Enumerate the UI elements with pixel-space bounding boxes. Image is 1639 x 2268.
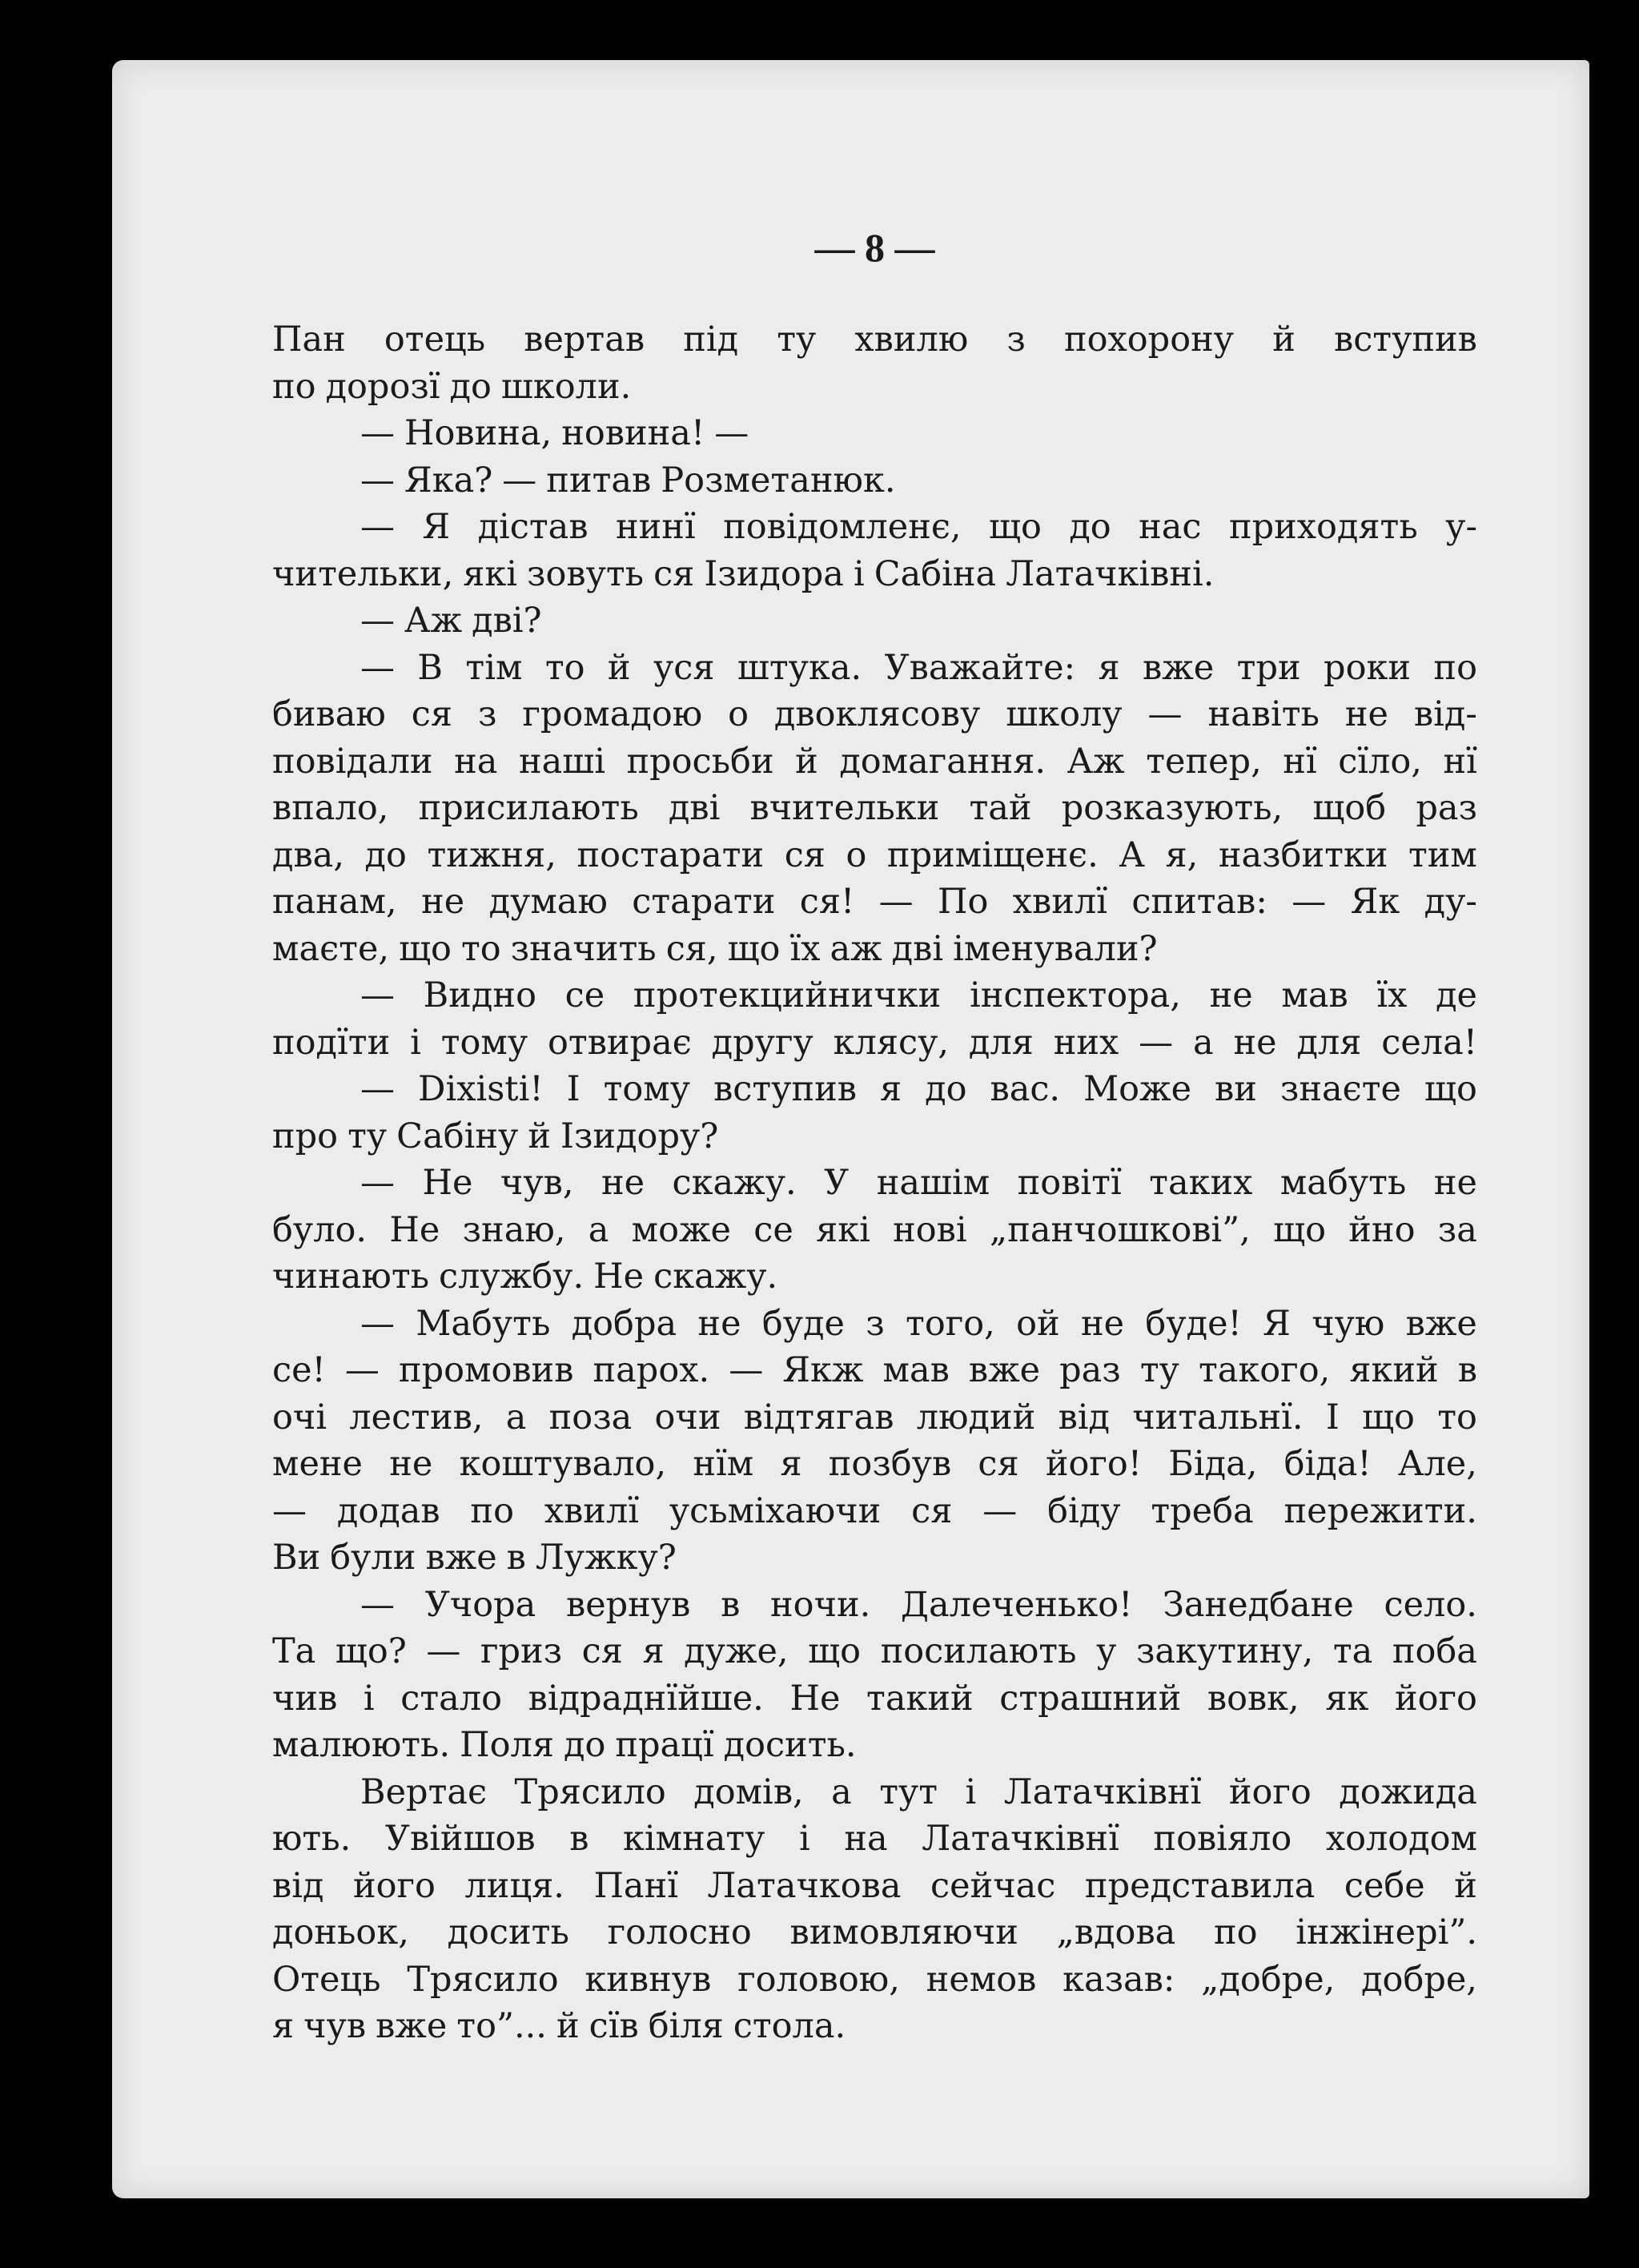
text-line: подїти і тому отвирає другу клясу, для них — а не для села! [272,1022,1477,1063]
text-line: Ви були вже в Лужку? [272,1538,677,1578]
text-line: два, до тижня, постарати ся о приміщенє. А я, назбитки тим [272,834,1477,875]
text-line: мене не коштувало, нїм я позбув ся його! Біда, біда! Але, [272,1444,1477,1484]
text-line: Вертає Трясило домів, а тут і Латачківнї його дожида [360,1771,1477,1812]
text-line: маєте, що то значить ся, що їх аж дві іменували? [272,928,1158,969]
text-line: — Dixisti! І тому вступив я до вас. Може ви знаєте що [360,1069,1477,1109]
text-line: Та що? — гриз ся я дуже, що посилають у закутину, та поба [272,1631,1477,1671]
text-line: очі лестив, а поза очи відтягав людий від читальнї. І що то [272,1397,1477,1438]
text-line: повідали на нашi просьби й домагання. Аж тепер, нї сїло, нї [272,741,1477,782]
text-line: доньок, досить голосно вимовляючи „вдова по інжінері”. [272,1912,1477,1952]
text-line: — Учора вернув в ночи. Далеченько! Занедбане село. [360,1584,1477,1625]
text-line: — Не чув, не скажу. У нашім повітї таких мабуть не [360,1163,1477,1203]
text-line: — Я дістав нинї повідомленє, що до нас приходять у- [360,507,1477,547]
text-line: — Яка? — питав Розметанюк. [360,460,896,501]
text-line: чительки, які зовуть ся Ізидора і Сабіна Латачківні. [272,553,1215,594]
text-line: — додав по хвилї усьміхаючи ся — біду треба пережити. [272,1490,1477,1531]
text-line: — Мабуть добра не буде з того, ой не буде! Я чую вже [360,1303,1477,1344]
text-line: чив і стало відраднїйше. Не такий страшний вовк, як його [272,1678,1477,1719]
body-text [272,316,1477,2050]
text-line: — Аж дві? [360,601,542,641]
text-line: ють. Увійшов в кімнату і на Латачківнї повіяло холодом [272,1819,1477,1859]
text-line: було. Не знаю, а може се які нові „панчошкові”, що йно за [272,1209,1477,1250]
text-line: чинають службу. Не скажу. [272,1257,778,1297]
text-line: від його лиця. Панї Латачкова сейчас представила себе й [272,1865,1477,1906]
text-line: се! — промовив парох. — Якж мав вже раз ту такого, який в [272,1350,1477,1390]
text-line: биваю ся з громадою о двоклясову школу — навіть не від- [272,694,1477,734]
text-line: Отець Трясило кивнув головою, немов казав: „добре, добре, [272,1959,1477,2000]
page-number: — 8 — [814,225,935,270]
text-line: про ту Сабіну й Ізидору? [272,1116,719,1156]
text-line: панам, не думаю старати ся! — По хвилї спитав: — Як ду- [272,882,1477,922]
text-line: малюють. Поля до працї досить. [272,1725,857,1765]
text-line: по дорозї до школи. [272,366,632,407]
text-line: — Видно се протекцийнички інспектора, не мав їх де [360,975,1477,1015]
text-line: впало, присилають дві вчительки тай розказують, щоб раз [272,788,1477,828]
text-line: я чув вже то”... й сїв біля стола. [272,2006,846,2046]
text-line: — Новина, новина! — [360,413,749,453]
text-line: — В тім то й уся штука. Уважайте: я вже три роки по [360,647,1477,688]
text-line: Пан отець вертав під ту хвилю з похорону й вступив [272,320,1477,360]
book-page [112,60,1589,2198]
